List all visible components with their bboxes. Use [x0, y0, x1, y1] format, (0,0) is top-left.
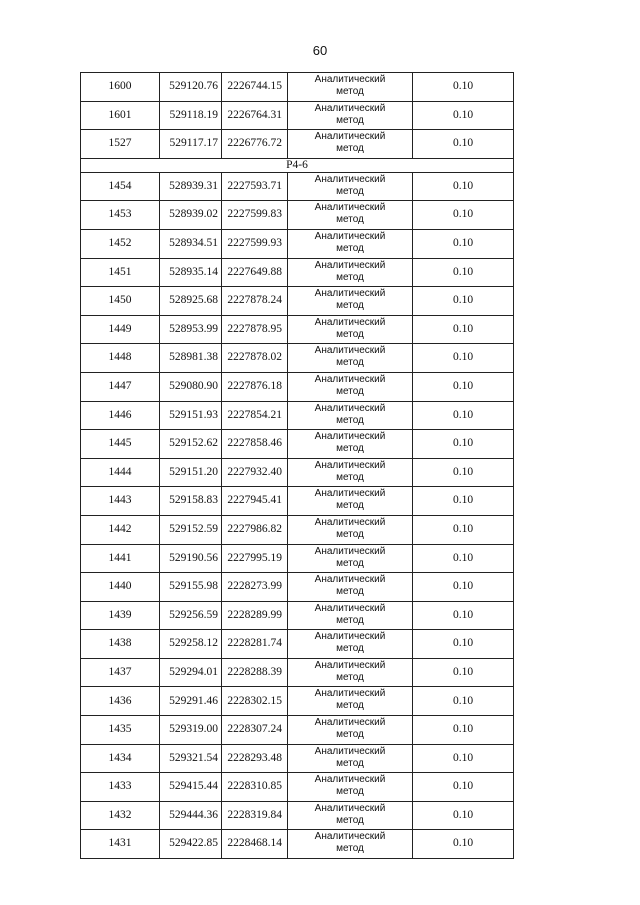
table-row [81, 515, 514, 544]
method-line-1: Аналитический [314, 230, 386, 242]
table-row [81, 658, 514, 687]
accuracy-cell: 0.10 [413, 315, 514, 344]
x-coordinate-cell: 528953.99 [160, 315, 222, 344]
method-line-1: Аналитический [314, 173, 386, 185]
method-line-1: Аналитический [314, 545, 386, 557]
accuracy-cell: 0.10 [413, 372, 514, 401]
method-line-1: Аналитический [314, 459, 386, 471]
x-coordinate-cell: 529190.56 [160, 544, 222, 573]
method-cell [288, 773, 413, 802]
method-line-2: метод [336, 214, 364, 226]
y-coordinate-cell: 2228281.74 [222, 630, 288, 659]
x-coordinate-cell: 529117.17 [160, 130, 222, 159]
method-cell [288, 630, 413, 659]
method-line-1: Аналитический [314, 631, 386, 643]
section-title: Р4-6 [81, 158, 514, 172]
x-coordinate-cell: 529080.90 [160, 372, 222, 401]
table-row [81, 573, 514, 602]
method-cell [288, 130, 413, 159]
method-cell [288, 430, 413, 459]
y-coordinate-cell: 2228310.85 [222, 773, 288, 802]
accuracy-cell: 0.10 [413, 515, 514, 544]
accuracy-cell: 0.10 [413, 601, 514, 630]
x-coordinate-cell: 529152.62 [160, 430, 222, 459]
table-row [81, 130, 514, 159]
point-number-cell: 1447 [81, 372, 160, 401]
x-coordinate-cell: 529158.83 [160, 487, 222, 516]
table-row [81, 630, 514, 659]
method-line-2: метод [336, 843, 364, 855]
accuracy-cell: 0.10 [413, 401, 514, 430]
point-number-cell: 1438 [81, 630, 160, 659]
method-line-2: метод [336, 786, 364, 798]
method-cell [288, 372, 413, 401]
point-number-cell: 1449 [81, 315, 160, 344]
x-coordinate-cell: 529118.19 [160, 101, 222, 130]
point-number-cell: 1600 [81, 73, 160, 102]
x-coordinate-cell: 529291.46 [160, 687, 222, 716]
x-coordinate-cell: 529256.59 [160, 601, 222, 630]
point-number-cell: 1443 [81, 487, 160, 516]
table-row [81, 773, 514, 802]
method-line-1: Аналитический [314, 102, 386, 114]
accuracy-cell: 0.10 [413, 130, 514, 159]
method-line-2: метод [336, 614, 364, 626]
x-coordinate-cell: 529321.54 [160, 744, 222, 773]
point-number-cell: 1453 [81, 201, 160, 230]
y-coordinate-cell: 2228302.15 [222, 687, 288, 716]
y-coordinate-cell: 2227995.19 [222, 544, 288, 573]
coordinates-table [80, 72, 514, 859]
point-number-cell: 1434 [81, 744, 160, 773]
method-line-2: метод [336, 557, 364, 569]
accuracy-cell: 0.10 [413, 630, 514, 659]
accuracy-cell: 0.10 [413, 258, 514, 287]
method-cell [288, 544, 413, 573]
table-row [81, 344, 514, 373]
page-number: 60 [312, 43, 328, 58]
point-number-cell: 1437 [81, 658, 160, 687]
y-coordinate-cell: 2227878.95 [222, 315, 288, 344]
table-row [81, 401, 514, 430]
y-coordinate-cell: 2227945.41 [222, 487, 288, 516]
point-number-cell: 1444 [81, 458, 160, 487]
method-cell [288, 101, 413, 130]
x-coordinate-cell: 528939.02 [160, 201, 222, 230]
table-row [81, 801, 514, 830]
x-coordinate-cell: 528939.31 [160, 172, 222, 201]
point-number-cell: 1433 [81, 773, 160, 802]
point-number-cell: 1451 [81, 258, 160, 287]
y-coordinate-cell: 2227986.82 [222, 515, 288, 544]
table-row [81, 458, 514, 487]
method-line-2: метод [336, 328, 364, 340]
table-row [81, 172, 514, 201]
method-cell [288, 287, 413, 316]
accuracy-cell: 0.10 [413, 544, 514, 573]
x-coordinate-cell: 528935.14 [160, 258, 222, 287]
method-line-1: Аналитический [314, 488, 386, 500]
method-line-1: Аналитический [314, 373, 386, 385]
method-cell [288, 258, 413, 287]
y-coordinate-cell: 2228319.84 [222, 801, 288, 830]
method-line-1: Аналитический [314, 574, 386, 586]
method-line-1: Аналитический [314, 431, 386, 443]
method-line-2: метод [336, 729, 364, 741]
y-coordinate-cell: 2227858.46 [222, 430, 288, 459]
method-line-2: метод [336, 271, 364, 283]
accuracy-cell: 0.10 [413, 430, 514, 459]
method-cell [288, 344, 413, 373]
x-coordinate-cell: 529152.59 [160, 515, 222, 544]
point-number-cell: 1445 [81, 430, 160, 459]
table-row [81, 201, 514, 230]
method-cell [288, 658, 413, 687]
y-coordinate-cell: 2226744.15 [222, 73, 288, 102]
method-line-1: Аналитический [314, 745, 386, 757]
method-line-2: метод [336, 86, 364, 97]
y-coordinate-cell: 2228273.99 [222, 573, 288, 602]
y-coordinate-cell: 2227878.24 [222, 287, 288, 316]
table-row [81, 544, 514, 573]
table-row [81, 372, 514, 401]
y-coordinate-cell: 2228468.14 [222, 830, 288, 859]
method-line-2: метод [336, 500, 364, 512]
y-coordinate-cell: 2227593.71 [222, 172, 288, 201]
table-row [81, 601, 514, 630]
accuracy-cell: 0.10 [413, 744, 514, 773]
method-line-1: Аналитический [314, 316, 386, 328]
method-line-1: Аналитический [314, 131, 386, 143]
y-coordinate-cell: 2228288.39 [222, 658, 288, 687]
method-cell [288, 229, 413, 258]
point-number-cell: 1441 [81, 544, 160, 573]
x-coordinate-cell: 529155.98 [160, 573, 222, 602]
method-line-1: Аналитический [314, 516, 386, 528]
method-line-2: метод [336, 471, 364, 483]
method-line-2: метод [336, 700, 364, 712]
point-number-cell: 1439 [81, 601, 160, 630]
method-line-2: метод [336, 414, 364, 426]
point-number-cell: 1452 [81, 229, 160, 258]
point-number-cell: 1446 [81, 401, 160, 430]
x-coordinate-cell: 529444.36 [160, 801, 222, 830]
y-coordinate-cell: 2227854.21 [222, 401, 288, 430]
method-cell [288, 201, 413, 230]
accuracy-cell: 0.10 [413, 201, 514, 230]
table-row [81, 487, 514, 516]
accuracy-cell: 0.10 [413, 458, 514, 487]
method-cell [288, 830, 413, 859]
method-cell [288, 801, 413, 830]
method-line-2: метод [336, 242, 364, 254]
table-row [81, 258, 514, 287]
method-cell [288, 515, 413, 544]
x-coordinate-cell: 528981.38 [160, 344, 222, 373]
point-number-cell: 1454 [81, 172, 160, 201]
point-number-cell: 1435 [81, 716, 160, 745]
method-cell [288, 73, 413, 102]
y-coordinate-cell: 2226776.72 [222, 130, 288, 159]
method-line-2: метод [336, 586, 364, 598]
method-line-1: Аналитический [314, 345, 386, 357]
accuracy-cell: 0.10 [413, 344, 514, 373]
y-coordinate-cell: 2228307.24 [222, 716, 288, 745]
method-cell [288, 687, 413, 716]
method-line-1: Аналитический [314, 602, 386, 614]
method-line-1: Аналитический [314, 202, 386, 214]
method-line-1: Аналитический [314, 74, 386, 85]
method-line-2: метод [336, 385, 364, 397]
method-cell [288, 458, 413, 487]
y-coordinate-cell: 2227599.93 [222, 229, 288, 258]
x-coordinate-cell: 529319.00 [160, 716, 222, 745]
x-coordinate-cell: 529422.85 [160, 830, 222, 859]
point-number-cell: 1432 [81, 801, 160, 830]
table-row [81, 315, 514, 344]
table-row [81, 430, 514, 459]
accuracy-cell: 0.10 [413, 487, 514, 516]
x-coordinate-cell: 528934.51 [160, 229, 222, 258]
y-coordinate-cell: 2228293.48 [222, 744, 288, 773]
y-coordinate-cell: 2227878.02 [222, 344, 288, 373]
point-number-cell: 1436 [81, 687, 160, 716]
table-row [81, 287, 514, 316]
x-coordinate-cell: 529151.93 [160, 401, 222, 430]
method-line-2: метод [336, 671, 364, 683]
table-row [81, 744, 514, 773]
method-line-2: метод [336, 357, 364, 369]
accuracy-cell: 0.10 [413, 101, 514, 130]
table-row [81, 73, 514, 102]
method-cell [288, 401, 413, 430]
method-line-1: Аналитический [314, 659, 386, 671]
method-line-1: Аналитический [314, 259, 386, 271]
section-header-row [81, 158, 514, 172]
accuracy-cell: 0.10 [413, 172, 514, 201]
accuracy-cell: 0.10 [413, 801, 514, 830]
method-line-1: Аналитический [314, 774, 386, 786]
table-row [81, 716, 514, 745]
table-row [81, 687, 514, 716]
point-number-cell: 1527 [81, 130, 160, 159]
method-line-1: Аналитический [314, 402, 386, 414]
x-coordinate-cell: 529120.76 [160, 73, 222, 102]
method-cell [288, 315, 413, 344]
method-cell [288, 573, 413, 602]
accuracy-cell: 0.10 [413, 773, 514, 802]
point-number-cell: 1448 [81, 344, 160, 373]
method-line-2: метод [336, 643, 364, 655]
x-coordinate-cell: 528925.68 [160, 287, 222, 316]
x-coordinate-cell: 529294.01 [160, 658, 222, 687]
method-line-2: метод [336, 185, 364, 197]
accuracy-cell: 0.10 [413, 658, 514, 687]
method-line-1: Аналитический [314, 802, 386, 814]
y-coordinate-cell: 2227932.40 [222, 458, 288, 487]
y-coordinate-cell: 2226764.31 [222, 101, 288, 130]
method-cell [288, 601, 413, 630]
point-number-cell: 1442 [81, 515, 160, 544]
method-cell [288, 172, 413, 201]
method-line-2: метод [336, 814, 364, 826]
accuracy-cell: 0.10 [413, 687, 514, 716]
point-number-cell: 1601 [81, 101, 160, 130]
method-cell [288, 487, 413, 516]
method-line-2: метод [336, 114, 364, 126]
x-coordinate-cell: 529415.44 [160, 773, 222, 802]
method-line-1: Аналитический [314, 288, 386, 300]
y-coordinate-cell: 2228289.99 [222, 601, 288, 630]
accuracy-cell: 0.10 [413, 73, 514, 102]
method-line-1: Аналитический [314, 688, 386, 700]
method-line-2: метод [336, 443, 364, 455]
table-row [81, 229, 514, 258]
method-line-2: метод [336, 143, 364, 155]
method-line-1: Аналитический [314, 717, 386, 729]
coordinates-table-body [81, 73, 514, 859]
method-line-2: метод [336, 757, 364, 769]
table-row [81, 101, 514, 130]
method-line-2: метод [336, 300, 364, 312]
x-coordinate-cell: 529151.20 [160, 458, 222, 487]
table-row [81, 830, 514, 859]
accuracy-cell: 0.10 [413, 229, 514, 258]
accuracy-cell: 0.10 [413, 716, 514, 745]
accuracy-cell: 0.10 [413, 830, 514, 859]
y-coordinate-cell: 2227649.88 [222, 258, 288, 287]
method-line-1: Аналитический [314, 831, 386, 843]
y-coordinate-cell: 2227599.83 [222, 201, 288, 230]
accuracy-cell: 0.10 [413, 573, 514, 602]
point-number-cell: 1440 [81, 573, 160, 602]
accuracy-cell: 0.10 [413, 287, 514, 316]
method-line-2: метод [336, 528, 364, 540]
point-number-cell: 1431 [81, 830, 160, 859]
y-coordinate-cell: 2227876.18 [222, 372, 288, 401]
method-cell [288, 744, 413, 773]
x-coordinate-cell: 529258.12 [160, 630, 222, 659]
method-cell [288, 716, 413, 745]
point-number-cell: 1450 [81, 287, 160, 316]
